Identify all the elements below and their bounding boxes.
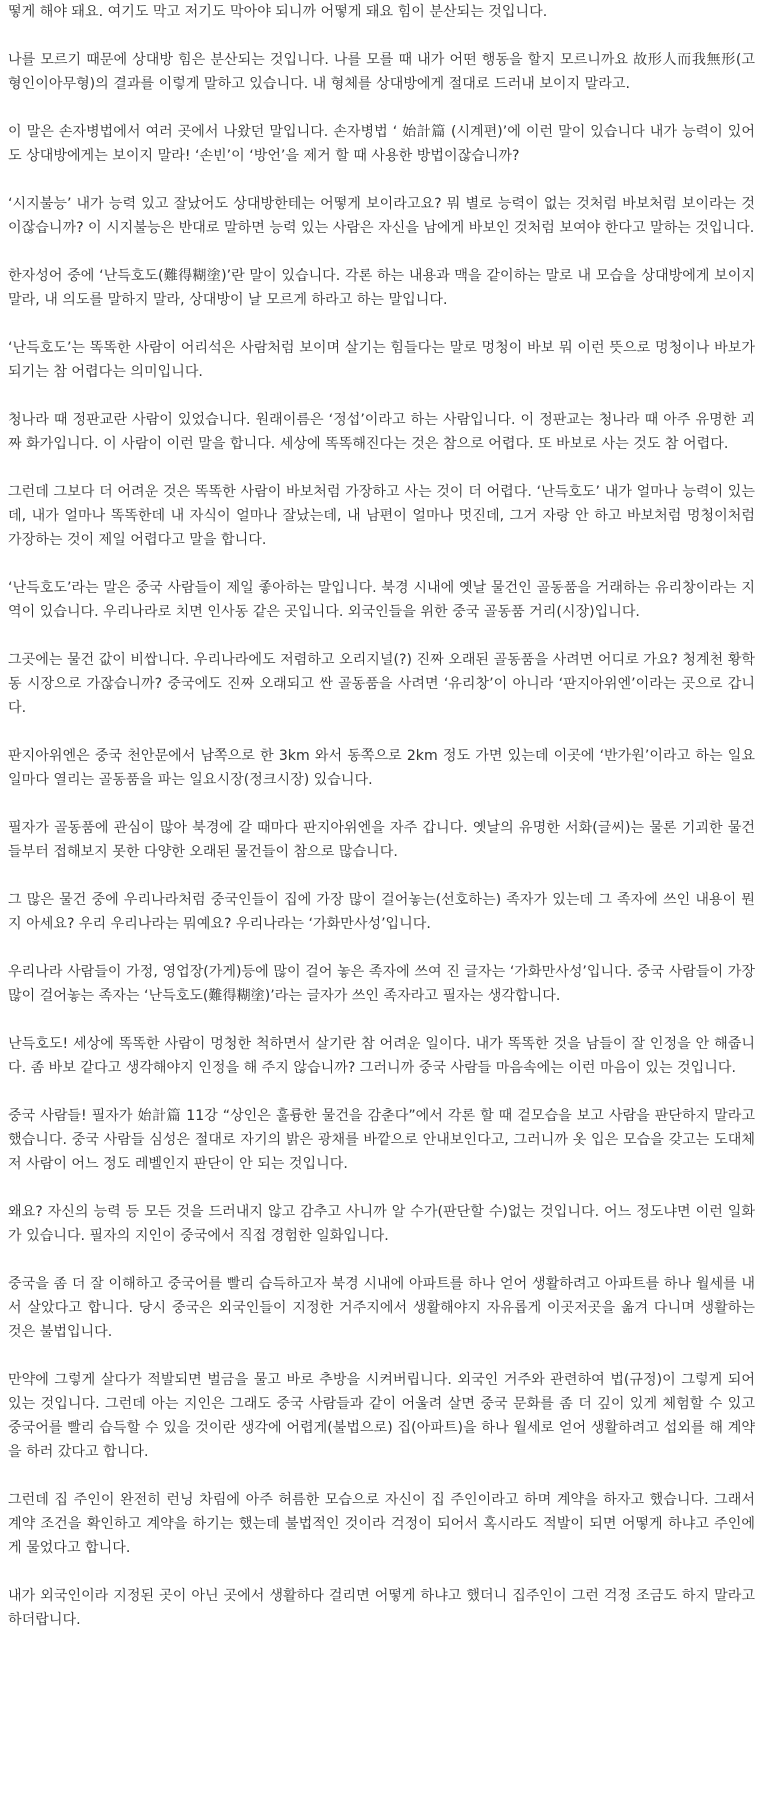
paragraph: 중국 사람들! 필자가 始計篇 11강 “상인은 훌륭한 물건을 감춘다”에서 각론 할 때 겉모습을 보고 사람을 판단하지 말라고 했습니다. 중국 사람들 심성은 절대로 자기의 밝은 광채를 바깥으로 안내보인다고, 그러니까 옷 입은 모습을 갖고는 도대체 저 사람이 어느 정도 레벨인지 판단이 안 되는 것입니다.	[8, 1108, 755, 1172]
paragraph: 왜요? 자신의 능력 등 모든 것을 드러내지 않고 감추고 사니까 알 수가(판단할 수)없는 것입니다. 어느 정도냐면 이런 일화가 있습니다. 필자의 지인이 중국에서 직접 경험한 일화입니다.	[8, 1204, 755, 1244]
paragraph: 중국을 좀 더 잘 이해하고 중국어를 빨리 습득하고자 북경 시내에 아파트를 하나 얻어 생활하려고 아파트를 하나 월세를 내서 살았다고 합니다. 당시 중국은 외국인들이 지정한 거주지에서 생활해야지 자유롭게 이곳저곳을 옮겨 다니며 생활하는 것은 불법입니다.	[8, 1276, 755, 1340]
paragraph: 우리나라 사람들이 가정, 영업장(가게)등에 많이 걸어 놓은 족자에 쓰여 진 글자는 ‘가화만사성’입니다. 중국 사람들이 가장 많이 걸어놓는 족자는 ‘난득호도(難得糊塗)’라는 글자가 쓰인 족자라고 필자는 생각합니다.	[8, 964, 755, 1004]
paragraph: 필자가 골동품에 관심이 많아 북경에 갈 때마다 판지아위엔을 자주 갑니다. 옛날의 유명한 서화(글씨)는 물론 기괴한 물건들부터 접해보지 못한 다양한 오래된 물건들이 참으로 많습니다.	[8, 820, 755, 860]
paragraph: 그런데 집 주인이 완전히 런닝 차림에 아주 허름한 모습으로 자신이 집 주인이라고 하며 계약을 하자고 했습니다. 그래서 계약 조건을 확인하고 계약을 하기는 했는데 불법적인 것이라 걱정이 되어서 혹시라도 적발이 되면 어떻게 하냐고 주인에게 물었다고 합니다.	[8, 1492, 755, 1556]
paragraph: 난득호도! 세상에 똑똑한 사람이 멍청한 척하면서 살기란 참 어려운 일이다. 내가 똑똑한 것을 남들이 잘 인정을 안 해줍니다. 좀 바보 같다고 생각해야지 인정을 해 주지 않습니까? 그러니까 중국 사람들 마음속에는 이런 마음이 있는 것입니다.	[8, 1036, 755, 1076]
paragraph: 청나라 때 정판교란 사람이 있었습니다. 원래이름은 ‘정섭’이라고 하는 사람입니다. 이 정판교는 청나라 때 아주 유명한 괴짜 화가입니다. 이 사람이 이런 말을 합니다. 세상에 똑똑해진다는 것은 참으로 어렵다. 또 바보로 사는 것도 참 어렵다.	[8, 412, 755, 452]
paragraph: 그 많은 물건 중에 우리나라처럼 중국인들이 집에 가장 많이 걸어놓는(선호하는) 족자가 있는데 그 족자에 쓰인 내용이 뭔지 아세요? 우리 우리나라는 뭐예요? 우리나라는 ‘가화만사성’입니다.	[8, 892, 755, 932]
paragraph: 그곳에는 물건 값이 비쌉니다. 우리나라에도 저렴하고 오리지널(?) 진짜 오래된 골동품을 사려면 어디로 가요? 청계천 황학동 시장으로 가잖습니까? 중국에도 진짜 오래되고 싼 골동품을 사려면 ‘유리창’이 아니라 ‘판지아위엔’이라는 곳으로 갑니다.	[8, 652, 755, 716]
paragraph: 한자성어 중에 ‘난득호도(難得糊塗)’란 말이 있습니다. 각론 하는 내용과 맥을 같이하는 말로 내 모습을 상대방에게 보이지 말라, 내 의도를 말하지 말라, 상대방이 날 모르게 하라고 하는 말입니다.	[8, 268, 755, 308]
paragraph: ‘시지불능’ 내가 능력 있고 잘났어도 상대방한테는 어떻게 보이라고요? 뭐 별로 능력이 없는 것처럼 바보처럼 보이라는 것이잖습니까? 이 시지불능은 반대로 말하면 능력 있는 사람은 자신을 남에게 바보인 것처럼 보여야 한다고 말하는 것입니다.	[8, 196, 755, 236]
paragraph: ‘난득호도’라는 말은 중국 사람들이 제일 좋아하는 말입니다. 북경 시내에 옛날 물건인 골동품을 거래하는 유리창이라는 지역이 있습니다. 우리나라로 치면 인사동 같은 곳입니다. 외국인들을 위한 중국 골동품 거리(시장)입니다.	[8, 580, 755, 620]
paragraph: 그런데 그보다 더 어려운 것은 똑똑한 사람이 바보처럼 가장하고 사는 것이 더 어렵다. ‘난득호도’ 내가 얼마나 능력이 있는데, 내가 얼마나 똑똑한데 내 자식이 얼마나 잘났는데, 내 남편이 얼마나 멋진데, 그거 자랑 안 하고 바보처럼 멍청이처럼 가장하는 것이 제일 어렵다고 말을 합니다.	[8, 484, 756, 548]
paragraph: 만약에 그렇게 살다가 적발되면 벌금을 물고 바로 추방을 시켜버립니다. 외국인 거주와 관련하여 법(규정)이 그렇게 되어 있는 것입니다. 그런데 아는 지인은 그래도 중국 사람들과 같이 어울려 살면 중국 문화를 좀 더 깊이 있게 체험할 수 있고 중국어를 빨리 습득할 수 있을 것이란 생각에 어렵게(불법으로) 집(아파트)을 하나 월세로 얻어 생활하려고 섭외를 해 계약을 하러 갔다고 합니다.	[8, 1372, 755, 1460]
paragraph: 판지아위엔은 중국 천안문에서 남쪽으로 한 3km 와서 동쪽으로 2km 정도 가면 있는데 이곳에 ‘반가원’이라고 하는 일요일마다 열리는 골동품을 파는 일요시장(정크시장) 있습니다.	[8, 748, 755, 788]
paragraph: 내가 외국인이라 지정된 곳이 아닌 곳에서 생활하다 걸리면 어떻게 하냐고 했더니 집주인이 그런 걱정 조금도 하지 말라고 하더랍니다.	[8, 1588, 755, 1628]
paragraph: 이 말은 손자병법에서 여러 곳에서 나왔던 말입니다. 손자병법 ‘ 始計篇 (시계편)’에 이런 말이 있습니다 내가 능력이 있어도 상대방에게는 보이지 말라! ‘손빈’이 ‘방언’을 제거 할 때 사용한 방법이잖습니까?	[8, 124, 755, 164]
paragraph: ‘난득호도’는 똑똑한 사람이 어리석은 사람처럼 보이며 살기는 힘들다는 말로 멍청이 바보 뭐 이런 뜻으로 멍청이나 바보가 되기는 참 어렵다는 의미입니다.	[8, 340, 755, 380]
paragraph: 떻게 해야 돼요. 여기도 막고 저기도 막아야 되니까 어떻게 돼요 힘이 분산되는 것입니다.	[8, 4, 548, 20]
paragraph: 나를 모르기 때문에 상대방 힘은 분산되는 것입니다. 나를 모를 때 내가 어떤 행동을 할지 모르니까요 故形人而我無形(고형인이아무형)의 결과를 이렇게 말하고 있습니다. 내 형체를 상대방에게 절대로 드러내 보이지 말라고.	[8, 52, 755, 92]
